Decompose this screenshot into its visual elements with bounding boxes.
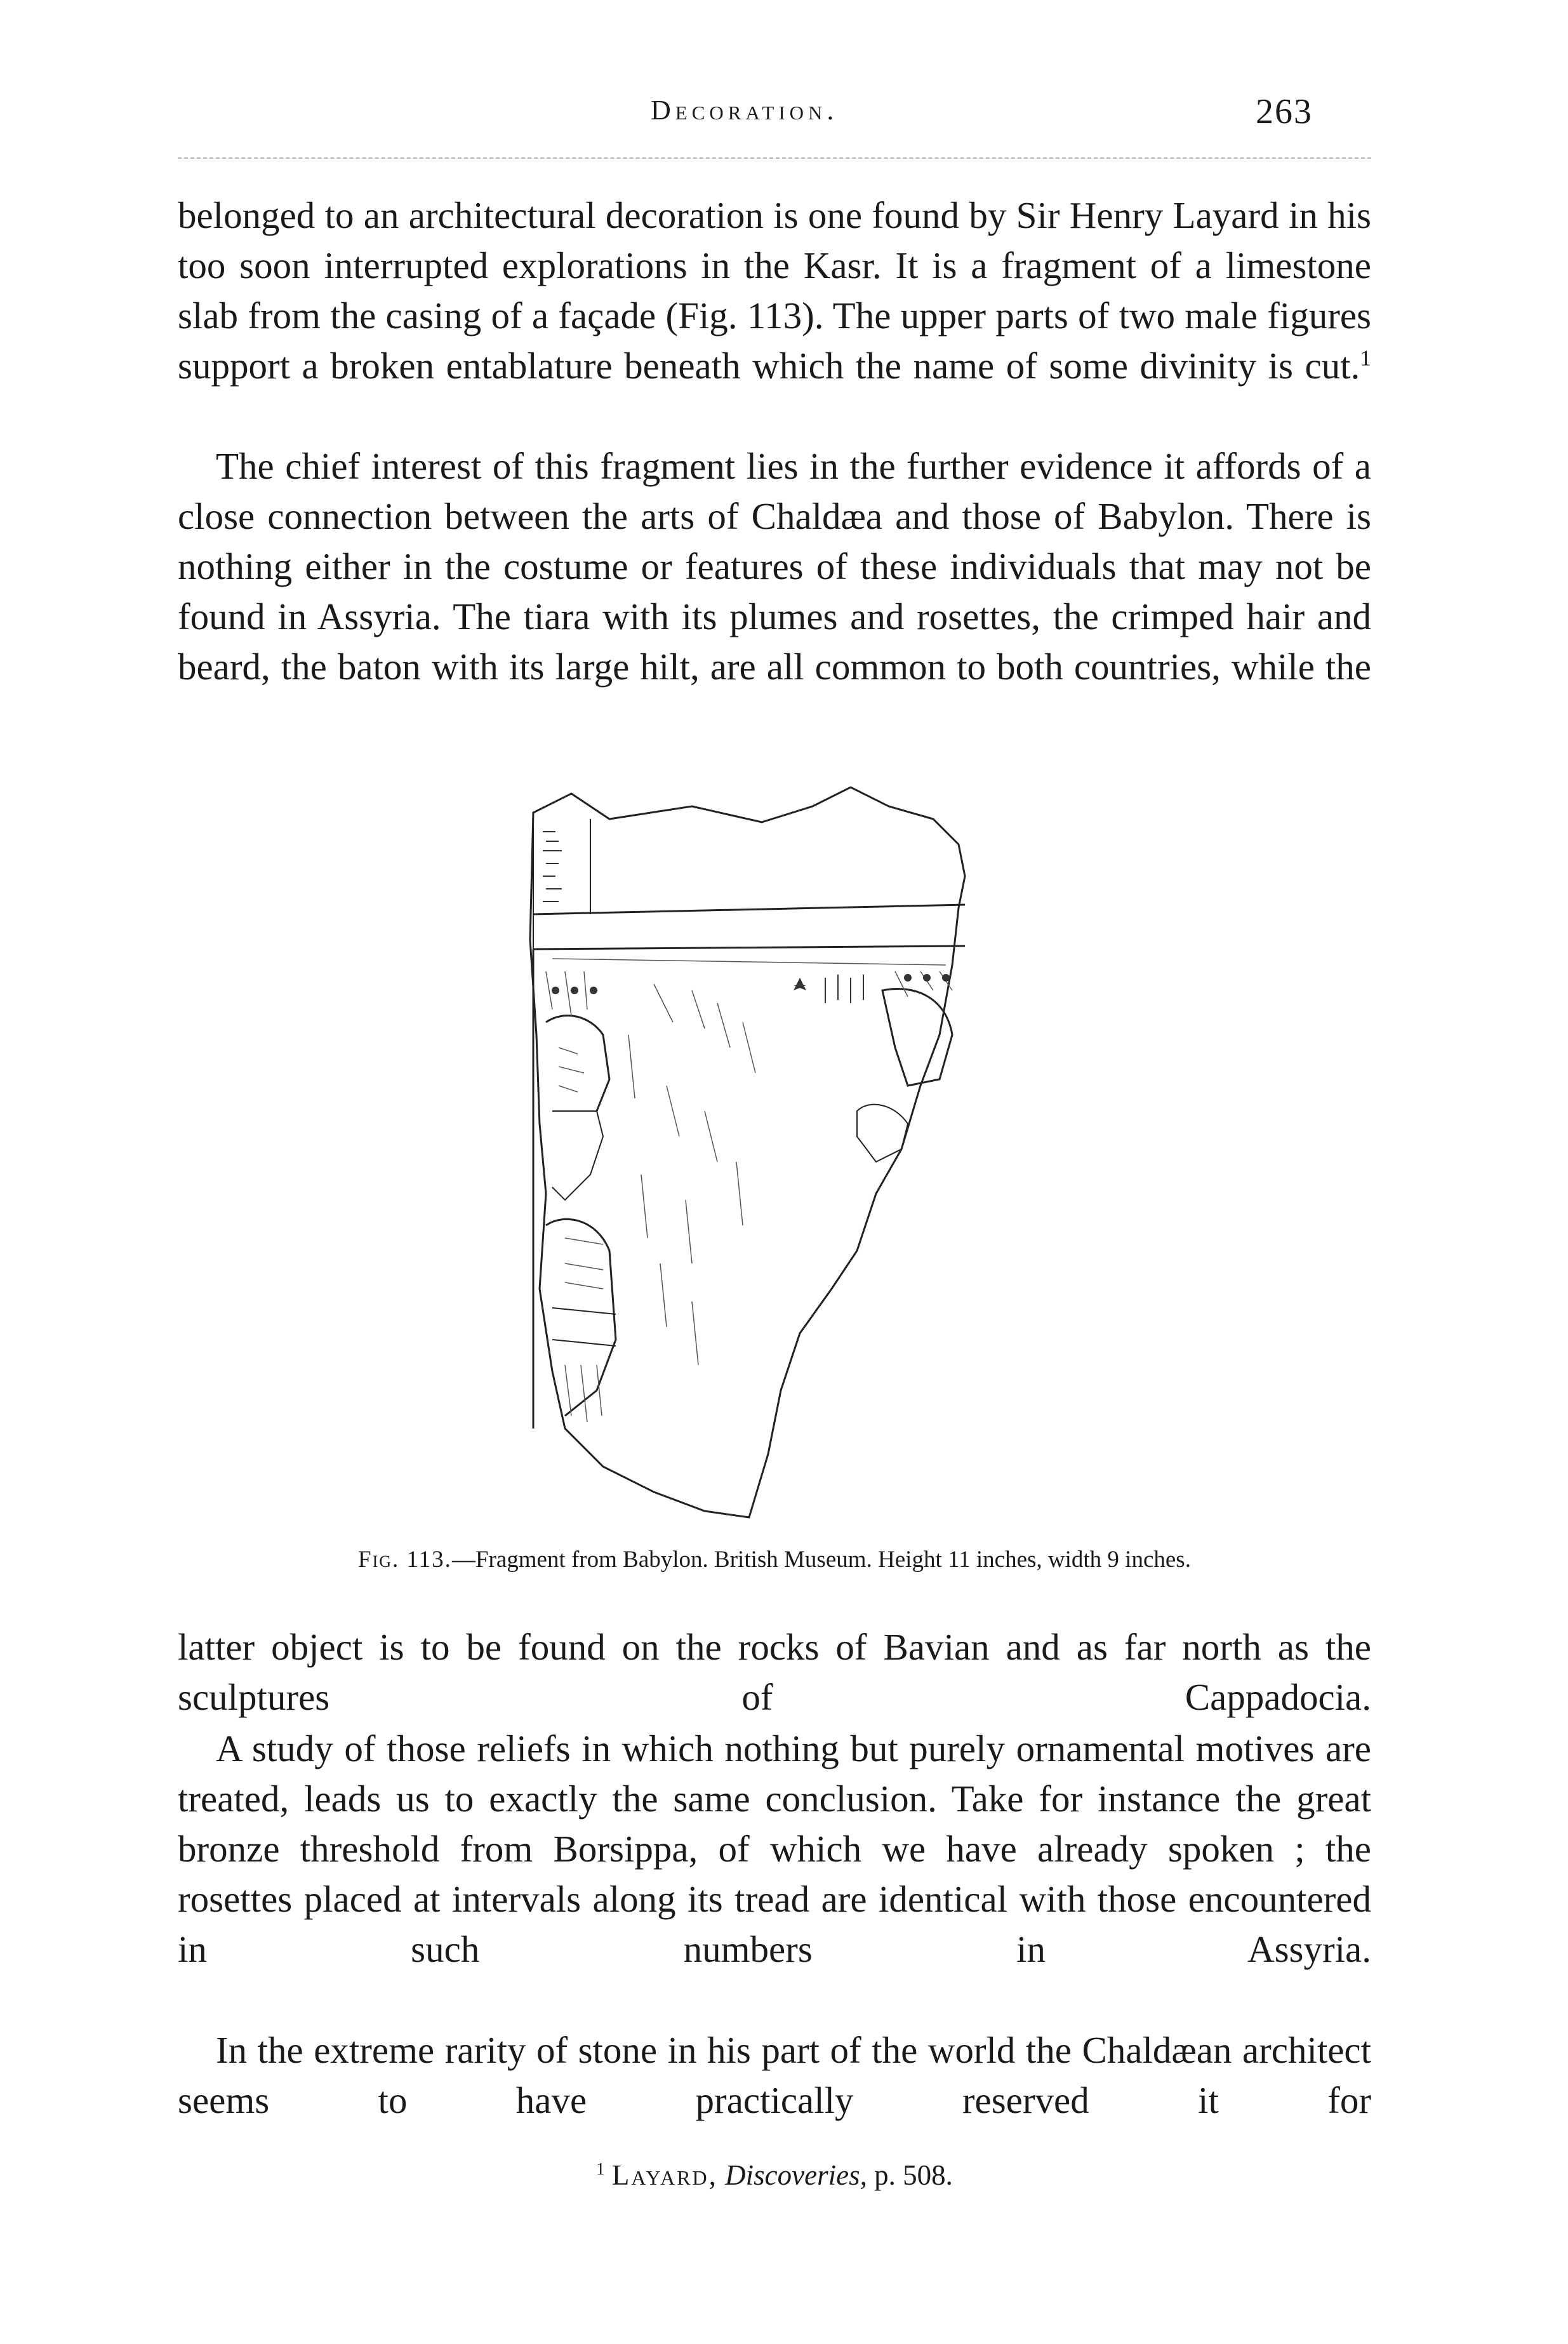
- paragraph-4: A study of those reliefs in which nothing but purely ornamental motives are treated, leads us to exactly the same conclusion. Take for instance the great bronze threshold from Borsippa, of which we have already spoken ; the rosettes placed at intervals along its tread are identical with those encountered in such numbers in Assyria.: [178, 1728, 1371, 1970]
- paragraph-2: The chief interest of this fragment lies in the further evidence it affords of a close connection between the arts of Chaldæa and those of Babylon. There is nothing either in the costume or features of these individuals that may not be found in Assyria. The tiara with its plumes and rosettes, the crimped hair and beard, the baton with its large hilt, are all common to both countries, while the: [178, 445, 1371, 688]
- page-header: [0, 88, 1568, 145]
- figure-caption: [178, 1546, 1371, 1573]
- paragraph-3: latter object is to be found on the rocks of Bavian and as far north as the sculptures of Cappadocia.: [178, 1626, 1371, 1718]
- paragraph-1-text: belonged to an architectural decoration is one found by Sir Henry Layard in his too soon interrupted explorations in the Kasr. It is a fragment of a limestone slab from the casing of a façade (Fig. 113). The upper parts of two male figures support a broken entablature beneath which the name of some divinity is cut.: [178, 194, 1371, 387]
- footnote-marker: 1: [596, 2159, 605, 2178]
- footnote-ref: 1: [1360, 345, 1371, 371]
- paragraph-5: In the extreme rarity of stone in his part of the world the Chaldæan architect seems to have practically reserved it for: [178, 2029, 1371, 2121]
- footnote-page: p. 508.: [874, 2159, 953, 2191]
- figure-number: Fig. 113.: [358, 1547, 452, 1573]
- page-number: 263: [1256, 92, 1313, 131]
- running-title: Decoration.: [651, 95, 839, 126]
- fragment-illustration: [527, 781, 1066, 1530]
- header-rule: [178, 157, 1371, 159]
- figure-113: [527, 781, 1066, 1530]
- footnote-author: Layard,: [611, 2159, 718, 2191]
- footnote-title: Discoveries,: [725, 2159, 867, 2191]
- figure-caption-text: —Fragment from Babylon. British Museum. Height 11 inches, width 9 inches.: [451, 1547, 1191, 1573]
- footnote: [178, 2159, 1371, 2192]
- paragraph-1: [178, 190, 1371, 391]
